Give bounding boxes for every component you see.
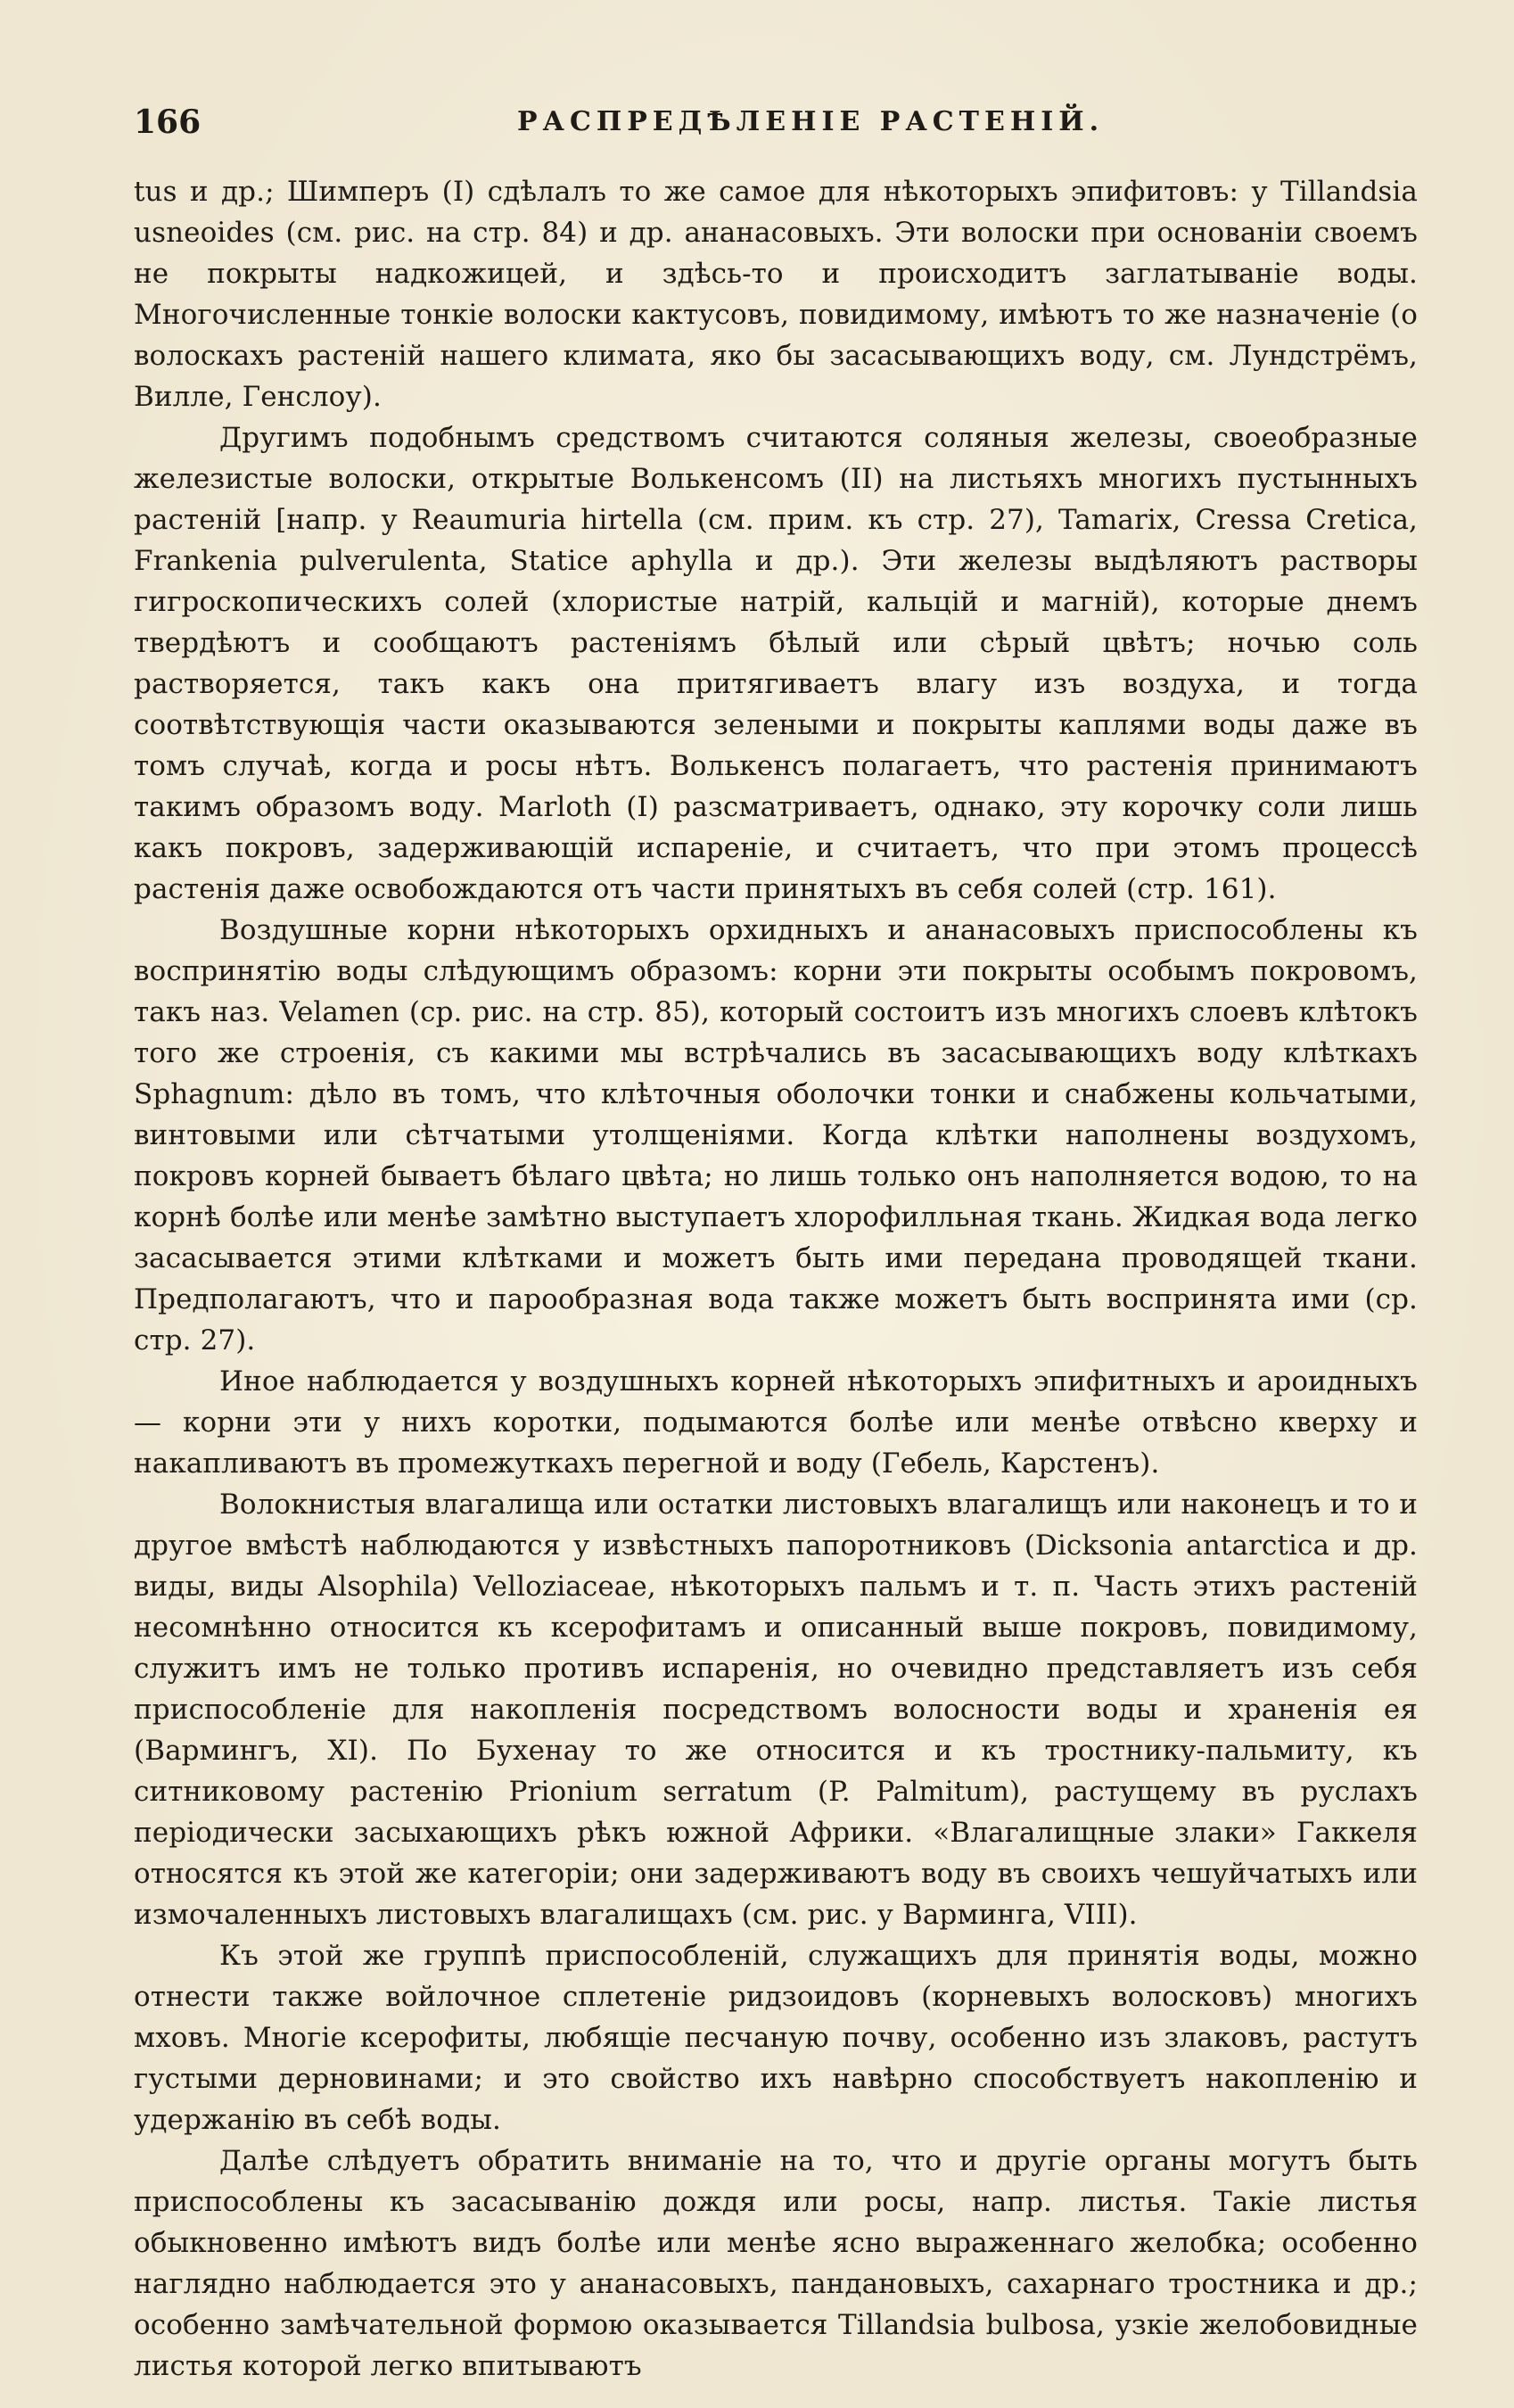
- text-body: [134, 171, 1418, 2387]
- page-header: [134, 100, 1418, 144]
- paragraph-1: tus и др.; Шимперъ (I) сдѣлалъ то же самое для нѣкоторыхъ эпифитовъ: у Tillandsia usneoides (см. рис. на стр. 84) и др. ананасовыхъ. Эти волоски при основаніи своемъ не покрыты надкожицей, и здѣсь-то и происходитъ заглатываніе воды. Многочисленные тонкіе волоски кактусовъ, повидимому, имѣютъ то же назначеніе (о волоскахъ растеній нашего климата, яко бы засасывающихъ воду, см. Лундстрёмъ, Вилле, Генслоу).: [134, 176, 1418, 413]
- paragraph-6: Къ этой же группѣ приспособленій, служащихъ для принятія воды, можно отнести также войлочное сплетеніе ридзоидовъ (корневыхъ волосковъ) многихъ мховъ. Многіе ксерофиты, любящіе песчаную почву, особенно изъ злаковъ, растутъ густыми дерновинами; и это свойство ихъ навѣрно способствуетъ накопленію и удержанію въ себѣ воды.: [134, 1940, 1418, 2136]
- page-number: 166: [134, 103, 202, 141]
- paragraph-2: Другимъ подобнымъ средствомъ считаются соляныя железы, своеобразные железистые волоски, открытые Волькенсомъ (II) на листьяхъ многихъ пустынныхъ растеній [напр. у Reaumuria hirtella (см. прим. къ стр. 27), Tamarix, Cressa Cretica, Frankenia pulverulenta, Statice aphylla и др.). Эти железы выдѣляютъ растворы гигроскопическихъ солей (хлористые натрій, кальцій и магній), которые днемъ твердѣютъ и сообщаютъ растеніямъ бѣлый или сѣрый цвѣтъ; ночью соль растворяется, такъ какъ она притягиваетъ влагу изъ воздуха, и тогда соотвѣтствующія части оказываются зелеными и покрыты каплями воды даже въ томъ случаѣ, когда и росы нѣтъ. Волькенсъ полагаетъ, что растенія принимаютъ такимъ образомъ воду. Marloth (I) разсматриваетъ, однако, эту корочку соли лишь какъ покровъ, задерживающій испареніе, и считаетъ, что при этомъ процессѣ растенія даже освобождаются отъ части принятыхъ въ себя солей (стр. 161).: [134, 422, 1418, 905]
- running-title: РАСПРЕДѢЛЕНІЕ РАСТЕНІЙ.: [517, 106, 1105, 137]
- paragraph-4: Иное наблюдается у воздушныхъ корней нѣкоторыхъ эпифитныхъ и ароидныхъ — корни эти у нихъ коротки, подымаются болѣе или менѣе отвѣсно кверху и накапливаютъ въ промежуткахъ перегной и воду (Гебель, Карстенъ).: [134, 1365, 1418, 1480]
- paragraph-5: Волокнистыя влагалища или остатки листовыхъ влагалищъ или наконецъ и то и другое вмѣстѣ наблюдаются у извѣстныхъ папоротниковъ (Dicksonia antarctica и др. виды, виды Alsophila) Velloziaceae, нѣкоторыхъ пальмъ и т. п. Часть этихъ растеній несомнѣнно относится къ ксерофитамъ и описанный выше покровъ, повидимому, служитъ имъ не только противъ испаренія, но очевидно представляетъ изъ себя приспособленіе для накопленія посредствомъ волосности воды и храненія ея (Вармингъ, XI). По Бухенау то же относится и къ тростнику-пальмиту, къ ситниковому растенію Prionium serratum (P. Palmitum), растущему въ руслахъ періодически засыхающихъ рѣкъ южной Африки. «Влагалищные злаки» Гаккеля относятся къ этой же категоріи; они задерживаютъ воду въ своихъ чешуйчатыхъ или измочаленныхъ листовыхъ влагалищахъ (см. рис. у Варминга, VIII).: [134, 1489, 1418, 1931]
- paragraph-7: Далѣе слѣдуетъ обратить вниманіе на то, что и другіе органы могутъ быть приспособлены къ засасыванію дождя или росы, напр. листья. Такіе листья обыкновенно имѣютъ видъ болѣе или менѣе ясно выраженнаго желобка; особенно наглядно наблюдается это у ананасовыхъ, пандановыхъ, сахарнаго тростника и др.; особенно замѣчательной формою оказывается Tillandsia bulbosa, узкіе желобовидные листья которой легко впитываютъ: [134, 2145, 1418, 2382]
- paragraph-3: Воздушные корни нѣкоторыхъ орхидныхъ и ананасовыхъ приспособлены къ воспринятію воды слѣдующимъ образомъ: корни эти покрыты особымъ покровомъ, такъ наз. Velamen (ср. рис. на стр. 85), который состоитъ изъ многихъ слоевъ клѣтокъ того же строенія, съ какими мы встрѣчались въ засасывающихъ воду клѣткахъ Sphagnum: дѣло въ томъ, что клѣточныя оболочки тонки и снабжены кольчатыми, винтовыми или сѣтчатыми утолщеніями. Когда клѣтки наполнены воздухомъ, покровъ корней бываетъ бѣлаго цвѣта; но лишь только онъ наполняется водою, то на корнѣ болѣе или менѣе замѣтно выступаетъ хлорофилльная ткань. Жидкая вода легко засасывается этими клѣтками и можетъ быть ими передана проводящей ткани. Предполагаютъ, что и парообразная вода также можетъ быть воспринята ими (ср. стр. 27).: [134, 914, 1418, 1357]
